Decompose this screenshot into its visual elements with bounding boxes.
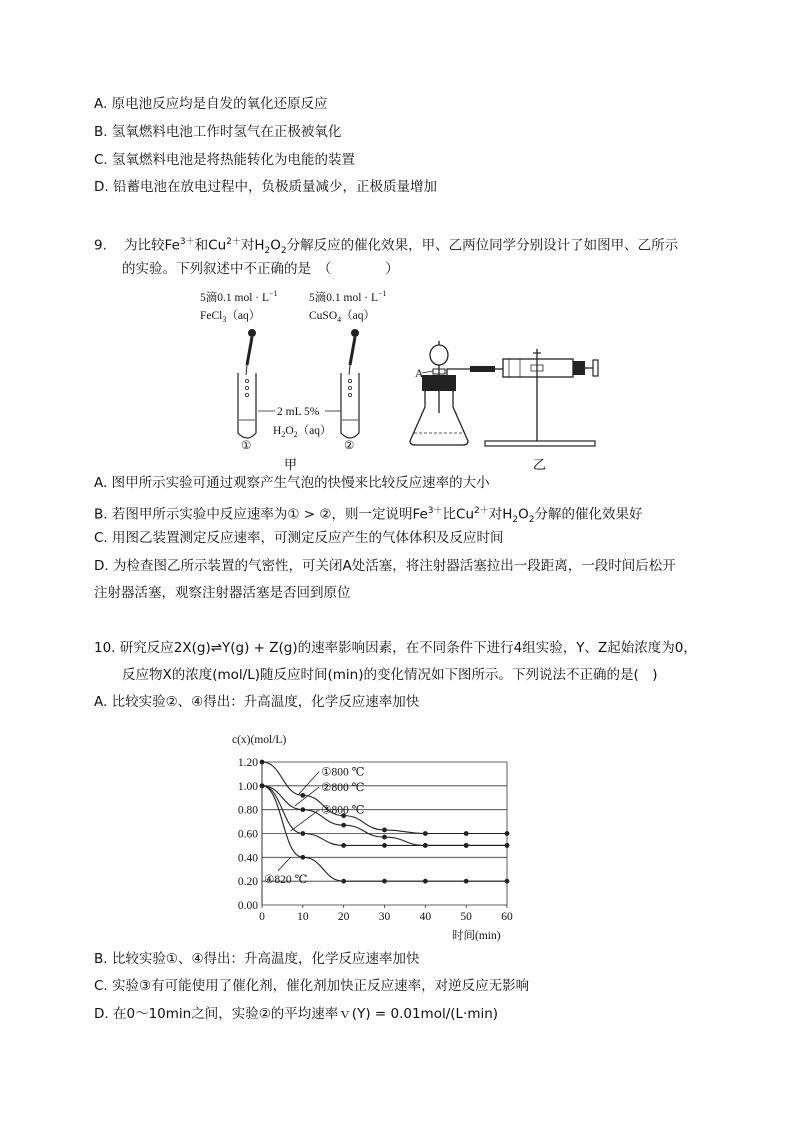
y-tick-label: 0.00 [237, 900, 258, 912]
dropper-1 [246, 329, 256, 375]
q8-option-d: D. 铅蓄电池在放电过程中，负极质量减少，正极质量增加 [94, 179, 437, 195]
data-point [382, 828, 387, 833]
x-tick-label: 30 [378, 911, 391, 923]
data-point [341, 879, 346, 884]
q9-number: 9. [94, 237, 107, 254]
chart-series [260, 760, 510, 884]
x-tick-label: 10 [297, 911, 309, 923]
series-label-pointer [295, 787, 320, 806]
x-tick-label: 60 [501, 911, 513, 923]
data-point [464, 831, 469, 836]
data-point [423, 843, 428, 848]
y-axis-ticks [238, 757, 258, 912]
h2-subscript: 2 [264, 246, 271, 257]
series-labels [264, 767, 365, 886]
q10-option-d: D. 在0～10min之间，实验②的平均速率ｖ(Y) = 0.01mol/(L·min) [94, 1006, 499, 1022]
q9-option-b-part: 比Cu [442, 506, 474, 523]
q10-stem-line-1 [94, 639, 697, 657]
data-point [382, 835, 387, 840]
q9-stem-part: O [270, 237, 281, 254]
q9-option-b-part: B. 若图甲所示实验中反应速率为① > ②，则一定说明Fe [94, 506, 428, 523]
series-line [262, 762, 507, 834]
q9-option-a: A. 图甲所示实验可通过观察产生气泡的快慢来比较反应速率的大小 [94, 475, 490, 491]
o2-subscript: 2 [528, 515, 535, 526]
q10-option-a: A. 比较实验②、④得出：升高温度，化学反应速率加快 [94, 694, 420, 710]
cu-charge: 2＋ [226, 237, 241, 247]
q9-stem-part: 分解反应的催化效果，甲、乙两位同学分别设计了如图甲、乙所示 [286, 237, 679, 254]
gas-syringe [503, 359, 598, 377]
q8-option-a: A. 原电池反应均是自发的氧化还原反应 [94, 96, 328, 112]
q9-stem-part: 对H [240, 237, 265, 254]
q9-stem-part: 为比较Fe [124, 237, 180, 254]
h2o2-label-line2: $H_2O_2(aq)$ [273, 425, 332, 439]
y-tick-label: 0.80 [237, 804, 258, 817]
fe-charge: 3＋ [427, 506, 443, 516]
tube-2-label: ② [344, 440, 355, 452]
series-label-pointer [278, 857, 291, 870]
data-point [505, 879, 510, 884]
data-point [382, 843, 387, 848]
x-tick-label: 50 [460, 911, 472, 923]
series-label: ①800 ℃ [321, 766, 365, 779]
y-tick-label: 0.40 [237, 852, 258, 865]
caption-jia: 甲 [284, 458, 298, 473]
data-point [260, 760, 265, 765]
data-point [505, 831, 510, 836]
data-point [464, 843, 469, 848]
test-tube-2 [341, 373, 359, 438]
x-tick-label: 40 [419, 911, 432, 923]
fecl3-label-line1: 5滴0.1 mol · $L^{-1}$ [200, 289, 278, 304]
series-label: ②800 ℃ [321, 782, 365, 795]
dropper-2 [349, 329, 359, 375]
data-point [464, 879, 469, 884]
q9-apparatus-figure [195, 283, 615, 473]
series-label: ③800 ℃ [321, 804, 365, 817]
data-point [423, 831, 428, 836]
data-point [260, 783, 265, 788]
x-tick-label: 20 [337, 911, 350, 923]
series-label-pointer [291, 810, 320, 831]
y-tick-label: 0.20 [237, 876, 258, 889]
q9-option-b-part: 对H [488, 506, 513, 523]
data-point [382, 879, 387, 884]
data-point [423, 879, 428, 884]
fe-charge: 3＋ [179, 237, 195, 247]
x-axis-ticks [259, 905, 513, 923]
q9-option-b [94, 502, 643, 529]
o2-subscript: 2 [280, 246, 287, 257]
q9-option-d-line-1: D. 为检查图乙所示装置的气密性，可关闭A处活塞，将注射器活塞拉出一段距离，一段时间后松开 [94, 558, 676, 574]
q10-option-b: B. 比较实验①、④得出：升高温度，化学反应速率加快 [94, 951, 420, 967]
series-label-pointer [299, 772, 319, 795]
y-tick-label: 1.20 [237, 757, 258, 769]
stopcock-a-label: A [415, 368, 424, 380]
x-axis-label: 时间(min) [452, 930, 501, 942]
q10-number: 10. [94, 640, 116, 656]
cuso4-label-line1: 5滴0.1 mol · $L^{-1}$ [309, 289, 387, 304]
data-point [341, 823, 346, 828]
x-tick-label: 0 [259, 911, 265, 923]
q9-option-b-part: O [518, 506, 529, 523]
q9-stem-line-2: 的实验。下列叙述中不正确的是 （ ） [122, 261, 399, 277]
q9-option-d-line-2: 注射器活塞，观察注射器活塞是否回到原位 [94, 585, 351, 601]
q9-stem-part: 和Cu [194, 237, 227, 254]
data-point [300, 855, 305, 860]
caption-yi: 乙 [533, 458, 547, 473]
series-1 [260, 760, 510, 836]
tube-1-label: ① [241, 440, 252, 452]
data-point [300, 831, 305, 836]
q9-option-b-part: 分解的催化效果好 [534, 506, 643, 523]
test-tube-1 [238, 373, 256, 438]
y-tick-label: 1.00 [237, 780, 258, 793]
y-axis-label: c(x)(mol/L) [232, 734, 287, 746]
data-point [300, 807, 305, 812]
fecl3-label-line2: FeCl$_3$（aq） [200, 310, 261, 324]
cuso4-label-line2: CuSO$_4$（aq） [309, 310, 375, 324]
cu-charge: 2＋ [474, 506, 489, 516]
q10-stem-text-1: 研究反应2X(g)⇌Y(g) + Z(g)的速率影响因素，在不同条件下进行4组实验，Y、Z起始浓度为0， [119, 640, 697, 656]
data-point [341, 843, 346, 848]
q10-stem-line-2: 反应物X的浓度(mol/L)随反应时间(min)的变化情况如下图所示。下列说法不正确的是( ) [122, 667, 658, 683]
h2-subscript: 2 [512, 515, 519, 526]
y-tick-label: 0.60 [237, 828, 258, 841]
h2o2-label-line1: 2 mL 5% [277, 406, 320, 418]
q10-option-c: C. 实验③有可能使用了催化剂，催化剂加快正反应速率，对逆反应无影响 [94, 978, 530, 994]
series-2 [260, 783, 510, 847]
q8-option-c: C. 氢氧燃料电池是将热能转化为电能的装置 [94, 152, 356, 168]
q9-option-c: C. 用图乙装置测定反应速率，可测定反应产生的气体体积及反应时间 [94, 530, 504, 546]
data-point [300, 793, 305, 798]
data-point [505, 843, 510, 848]
concentration-time-chart [222, 725, 522, 945]
q9-stem-line-1 [94, 233, 678, 260]
series-label: ④820 ℃ [264, 873, 308, 886]
q8-option-b: B. 氢氧燃料电池工作时氢气在正极被氧化 [94, 124, 342, 140]
